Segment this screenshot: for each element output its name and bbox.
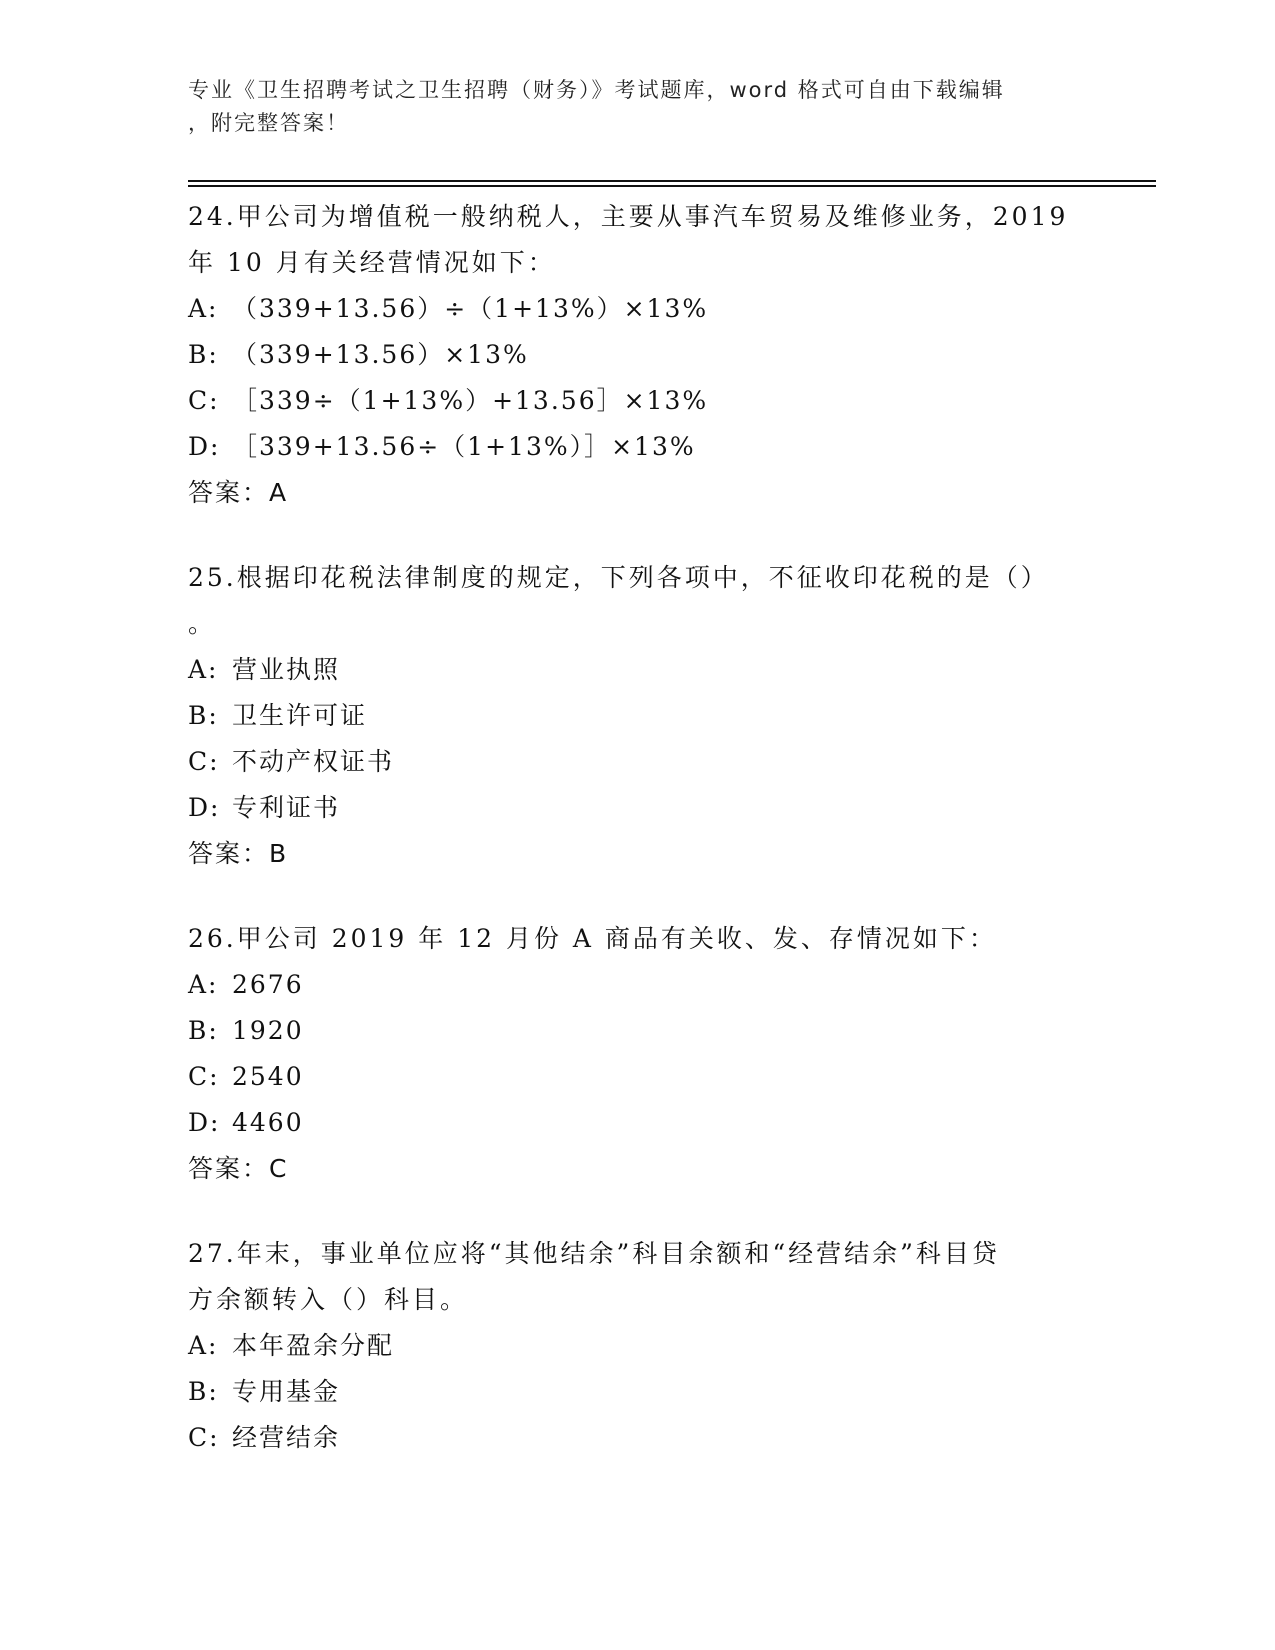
- answer-line: 答案：B: [188, 839, 289, 868]
- option-key: C:: [188, 1062, 220, 1091]
- option-key: D:: [188, 432, 221, 461]
- option-text: ［339+13.56÷（1+13%）］×13%: [232, 432, 696, 461]
- option-text: 营业执照: [232, 655, 341, 684]
- question-stem-line-2: 。: [188, 609, 217, 638]
- option-text: 2676: [232, 970, 304, 999]
- question-stem-line-1: 24.甲公司为增值税一般纳税人，主要从事汽车贸易及维修业务，2019: [188, 202, 1069, 231]
- option-key: C:: [188, 386, 220, 415]
- option-key: A:: [188, 294, 219, 323]
- option-key: B:: [188, 340, 219, 369]
- option-key: A:: [188, 970, 219, 999]
- header-line-1: 专业《卫生招聘考试之卫生招聘（财务）》考试题库，word 格式可自由下载编辑: [188, 78, 1005, 102]
- option-a: [188, 1323, 1088, 1369]
- option-a: [188, 962, 1088, 1008]
- option-d: [188, 785, 1088, 831]
- question-27: [188, 1231, 1088, 1461]
- question-stem-line-1: 25.根据印花税法律制度的规定，下列各项中，不征收印花税的是（）: [188, 563, 1049, 592]
- option-text: 经营结余: [232, 1423, 341, 1452]
- option-a: [188, 286, 1088, 332]
- option-a: [188, 647, 1088, 693]
- option-key: B:: [188, 1377, 219, 1406]
- option-c: [188, 1415, 1088, 1461]
- option-key: A:: [188, 655, 219, 684]
- option-text: 2540: [232, 1062, 304, 1091]
- question-list: [188, 194, 1088, 1500]
- question-stem-line-1: 26.甲公司 2019 年 12 月份 A 商品有关收、发、存情况如下：: [188, 924, 997, 953]
- option-text: ［339÷（1+13%）+13.56］×13%: [232, 386, 709, 415]
- option-text: 卫生许可证: [232, 701, 368, 730]
- option-c: [188, 739, 1088, 785]
- document-header: [188, 74, 1068, 140]
- question-stem-line-2: 年 10 月有关经营情况如下：: [188, 248, 556, 277]
- option-key: C:: [188, 1423, 220, 1452]
- option-c: [188, 1054, 1088, 1100]
- option-b: [188, 332, 1088, 378]
- option-b: [188, 1008, 1088, 1054]
- option-b: [188, 1369, 1088, 1415]
- option-text: 1920: [232, 1016, 304, 1045]
- option-text: 不动产权证书: [232, 747, 395, 776]
- option-text: 专用基金: [232, 1377, 341, 1406]
- option-key: C:: [188, 747, 220, 776]
- option-text: （339+13.56）÷（1+13%）×13%: [232, 294, 709, 323]
- option-key: B:: [188, 701, 219, 730]
- question-26: [188, 916, 1088, 1192]
- header-line-2: ，附完整答案！: [188, 111, 349, 135]
- option-text: 专利证书: [232, 793, 341, 822]
- question-25: [188, 555, 1088, 877]
- option-key: D:: [188, 1108, 221, 1137]
- question-24: [188, 194, 1088, 516]
- option-key: B:: [188, 1016, 219, 1045]
- header-divider-top: [188, 180, 1156, 182]
- option-text: 4460: [232, 1108, 304, 1137]
- answer-line: 答案：C: [188, 1154, 289, 1183]
- option-key: A:: [188, 1331, 219, 1360]
- question-stem-line-2: 方余额转入（）科目。: [188, 1285, 469, 1314]
- option-key: D:: [188, 793, 221, 822]
- option-d: [188, 1100, 1088, 1146]
- header-divider-bottom: [188, 185, 1156, 187]
- question-stem-line-1: 27.年末，事业单位应将“其他结余”科目余额和“经营结余”科目贷: [188, 1239, 1000, 1268]
- answer-line: 答案：A: [188, 478, 289, 507]
- option-text: 本年盈余分配: [232, 1331, 395, 1360]
- option-c: [188, 378, 1088, 424]
- option-text: （339+13.56）×13%: [232, 340, 529, 369]
- option-d: [188, 424, 1088, 470]
- option-b: [188, 693, 1088, 739]
